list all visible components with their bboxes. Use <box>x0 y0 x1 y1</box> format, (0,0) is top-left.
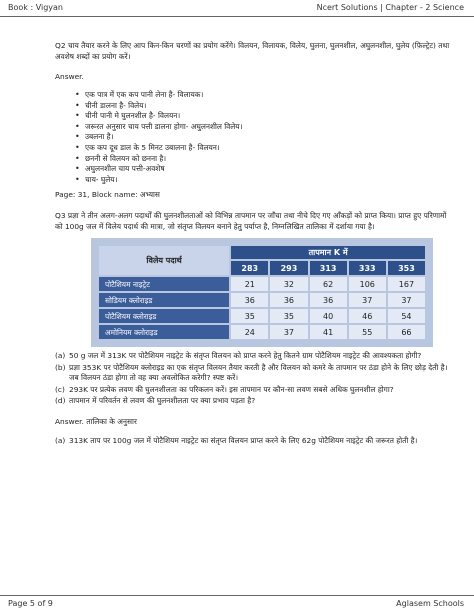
item-label: (a) <box>55 436 66 446</box>
table-cell: 24 <box>231 325 268 339</box>
answer-steps-list <box>55 90 450 185</box>
table-cell: 36 <box>270 293 307 307</box>
sub-question-d <box>55 396 450 406</box>
temp-header-cell: 333 <box>349 261 386 275</box>
page-header <box>0 0 474 16</box>
row-label: पोटैशियम नाइट्रेट <box>99 277 229 291</box>
table-cell: 40 <box>310 309 347 323</box>
temp-header-cell: 353 <box>388 261 425 275</box>
list-item: • छननी से विलयन को छनना है। <box>85 154 450 165</box>
row-label: अमोनियम क्लोराइड <box>99 325 229 339</box>
table-cell: 66 <box>388 325 425 339</box>
table-row <box>99 325 425 339</box>
table-cell: 35 <box>270 309 307 323</box>
sub-question-c <box>55 385 450 395</box>
sub-questions-list <box>55 351 450 406</box>
chapter-title: Ncert Solutions | Chapter - 2 Science <box>316 3 464 12</box>
book-title: Book : Vigyan <box>8 3 63 12</box>
list-item: • चीनी पानी मे घुलनशील है- विलयन। <box>85 111 450 122</box>
table-cell: 36 <box>231 293 268 307</box>
answer-label: Answer. <box>55 72 84 81</box>
table-cell: 54 <box>388 309 425 323</box>
list-item: • उबलना है। <box>85 132 450 143</box>
column-header-temperature: तापमान K में <box>231 246 425 259</box>
page-content <box>55 40 450 447</box>
table-cell: 21 <box>231 277 268 291</box>
table-cell: 46 <box>349 309 386 323</box>
page-number: Page 5 of 9 <box>8 599 53 608</box>
item-label: (c) <box>55 384 65 394</box>
list-item: • चीनी डालना है- विलेय। <box>85 101 450 112</box>
column-header-substance: विलेय पदार्थ <box>99 246 229 275</box>
block-name: Page: 31, Block name: अभ्यास <box>55 190 160 200</box>
answer-2-label: Answer. तालिका के अनुसार <box>55 417 137 427</box>
row-label: सोडियम क्लोराइड <box>99 293 229 307</box>
item-text: 50 g जल में 313K पर पोटैशियम नाइट्रेट के संतृप्त विलयन को प्राप्त करने हेतु कितने ग्राम पोटैशियम नाइट्रेट की आवश्यकता होगी? <box>69 351 422 361</box>
list-item: • चाय- घुलेय। <box>85 175 450 186</box>
sub-question-b <box>55 363 450 384</box>
table-cell: 106 <box>349 277 386 291</box>
item-label: (a) <box>55 351 66 361</box>
table-row <box>99 293 425 307</box>
temp-header-cell: 293 <box>270 261 307 275</box>
table-cell: 37 <box>349 293 386 307</box>
question-2: Q2 चाय तैयार करने के लिए आप किन-किन चरणों का प्रयोग करेंगे। विलयन, विलायक, विलेय, घुलना, घुलनशील, अघुलनशील, घुलेय (फ़िल्ट्रेट) तथा अवशेष शब्दों का प्रयोग करें। <box>55 41 450 61</box>
table-cell: 41 <box>310 325 347 339</box>
sub-question-a <box>55 351 450 361</box>
item-label: (b) <box>55 362 66 372</box>
publisher-name: Aglasem Schools <box>396 599 464 608</box>
item-text: 293K पर प्रत्येक लवण की घुलनशीलता का परिकलन करें। इस तापमान पर कौन-सा लवण सबसे अधिक घुलनशील होगा? <box>69 384 394 394</box>
question-3: Q3 प्रज्ञा ने तीन अलग-अलग पदार्थों की घुलनशीलताओं को विभिन्न तापमान पर जाँचा तथा नीचे दिए गए आँकड़ों को प्राप्त किया। प्राप्त हुए परिणामों को 100g जल में विलेय पदार्थ की मात्रा, जो संतृप्त विलयन बनाने हेतु पर्याप्त है, निम्नलिखित तालिका में दर्शाया गया है। <box>55 211 447 232</box>
list-item: • जरूरत अनुसार चाय पत्ती डालना होगा- अघुलनशील विलेय। <box>85 122 450 133</box>
item-text: तापमान में परिवर्तन से लवण की घुलनशीलता पर क्या प्रभाव पड़ता है? <box>69 395 256 405</box>
table-row <box>99 277 425 291</box>
item-label: (d) <box>55 395 66 405</box>
row-label: पोटैशियम क्लोराइड <box>99 309 229 323</box>
solubility-table-frame <box>91 238 433 347</box>
table-cell: 36 <box>310 293 347 307</box>
header-divider <box>0 16 474 17</box>
table-cell: 32 <box>270 277 307 291</box>
list-item: • अघुलनशील चाय पत्ती-अवशेष <box>85 164 450 175</box>
table-cell: 37 <box>270 325 307 339</box>
item-text: 313K ताप पर 100g जल में पोटैशियम नाइट्रेट का संतृप्त विलयन प्राप्त करने के लिए 62g पोटैशियम नाइट्रेट की जरूरत होती है। <box>69 436 418 446</box>
table-cell: 167 <box>388 277 425 291</box>
table-cell: 55 <box>349 325 386 339</box>
table-cell: 62 <box>310 277 347 291</box>
table-row <box>99 309 425 323</box>
temp-header-cell: 313 <box>310 261 347 275</box>
temp-header-cell: 283 <box>231 261 268 275</box>
list-item: • एक पात्र में एक कप पानी लेना है- विलायक। <box>85 90 450 101</box>
table-cell: 35 <box>231 309 268 323</box>
table-cell: 37 <box>388 293 425 307</box>
item-text: प्रज्ञा 353K पर पोटैशियम क्लोराइड का एक संतृप्त विलयन तैयार करती है और विलयन को कमरे के तापमान पर ठंडा होने के लिए छोड़ देती है। जब विलयन ठंडा होगा तो वह क्या अवलोकित करेगी? स्पष्ट करें। <box>69 362 448 383</box>
list-item: • एक कप दूध डाल के 5 मिनट उबालना है- विलयन। <box>85 143 450 154</box>
solubility-table <box>97 244 427 341</box>
footer-divider <box>0 595 474 596</box>
answer-a <box>55 436 450 446</box>
